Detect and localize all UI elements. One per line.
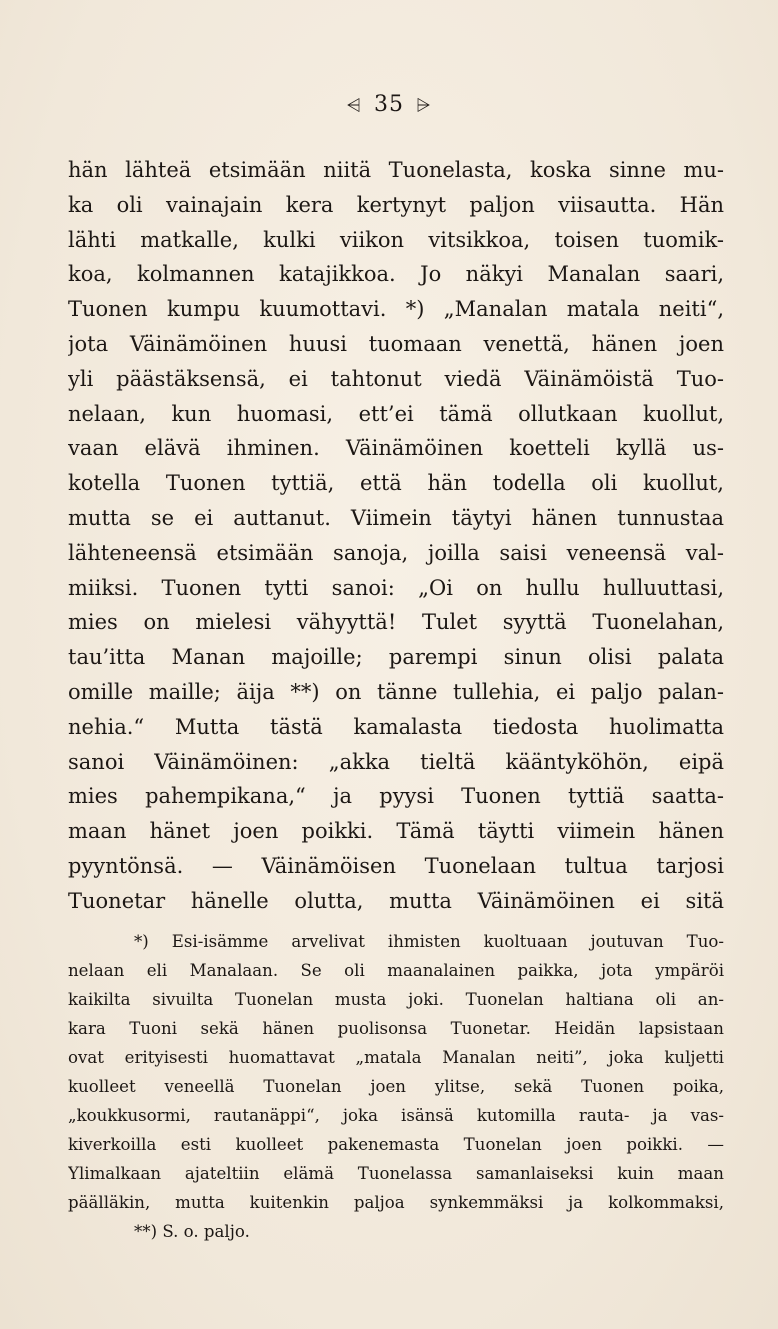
body-line: omille maille; äija **) on tänne tullehia, ei paljo palan- xyxy=(68,679,724,704)
footnote-line: kuolleet veneellä Tuonelan joen ylitse, sekä Tuonen poika, xyxy=(68,1077,724,1096)
footnote-line: ovat erityisesti huomattavat „matala Manalan neiti”, joka kuljetti xyxy=(68,1048,724,1067)
body-line: sanoi Väinämöinen: „akka tieltä kääntyköhön, eipä xyxy=(68,749,724,774)
footnote-line: Ylimalkaan ajateltiin elämä Tuonelassa samanlaiseksi kuin maan xyxy=(68,1164,724,1183)
footnotes xyxy=(68,927,724,1246)
ornament-left: ⩤ xyxy=(346,95,362,116)
footnote-line: *) Esi-isämme arvelivat ihmisten kuoltuaan joutuvan Tuo- xyxy=(134,932,724,951)
body-line: lähteneensä etsimään sanoja, joilla saisi veneensä val- xyxy=(68,540,724,565)
body-line: Tuonen kumpu kuumottavi. *) „Manalan matala neiti“, xyxy=(68,297,724,322)
footnote-line: päälläkin, mutta kuitenkin paljoa synkemmäksi ja kolkommaksi, xyxy=(68,1193,724,1212)
body-line: tau’itta Manan majoille; parempi sinun olisi palata xyxy=(68,645,724,670)
body-line: mies on mielesi vähyyttä! Tulet syyttä Tuonelahan, xyxy=(68,610,724,635)
body-line: miiksi. Tuonen tytti sanoi: „Oi on hullu hulluuttasi, xyxy=(68,575,724,600)
footnote-line: nelaan eli Manalaan. Se oli maanalainen paikka, jota ympäröi xyxy=(68,961,724,980)
footnote-line: „koukkusormi, rautanäppi“, joka isänsä kutomilla rauta- ja vas- xyxy=(68,1106,724,1125)
body-line: mutta se ei auttanut. Viimein täytyi hänen tunnustaa xyxy=(68,505,724,530)
body-line: maan hänet joen poikki. Tämä täytti viimein hänen xyxy=(68,819,724,844)
body-line: kotella Tuonen tyttiä, että hän todella oli kuollut, xyxy=(68,471,724,496)
body-line: mies pahempikana,“ ja pyysi Tuonen tyttiä saatta- xyxy=(68,784,724,809)
body-text xyxy=(68,153,724,919)
footnote-line: kiverkoilla esti kuolleet pakenemasta Tuonelan joen poikki. — xyxy=(68,1135,724,1154)
body-line: Tuonetar hänelle olutta, mutta Väinämöinen ei sitä xyxy=(68,888,724,913)
body-line: jota Väinämöinen huusi tuomaan venettä, hänen joen xyxy=(68,331,724,356)
ornament-right: ⩥ xyxy=(416,95,432,116)
footnote-line: kaikilta sivuilta Tuonelan musta joki. Tuonelan haltiana oli an- xyxy=(68,990,724,1009)
footnote-line: **) S. o. paljo. xyxy=(134,1222,250,1241)
body-line: yli päästäksensä, ei tahtonut viedä Väinämöistä Tuo- xyxy=(68,366,724,391)
body-line: lähti matkalle, kulki viikon vitsikkoa, toisen tuomik- xyxy=(68,227,724,252)
body-line: hän lähteä etsimään niitä Tuonelasta, koska sinne mu- xyxy=(68,158,724,182)
body-line: ka oli vainajain kera kertynyt paljon viisautta. Hän xyxy=(68,192,724,217)
footnote-line: kara Tuoni sekä hänen puolisonsa Tuonetar. Heidän lapsistaan xyxy=(68,1019,724,1038)
page-number-header xyxy=(0,92,778,117)
body-line: vaan elävä ihminen. Väinämöinen koetteli kyllä us- xyxy=(68,436,724,461)
body-line: pyyntönsä. — Väinämöisen Tuonelaan tultua tarjosi xyxy=(68,853,724,878)
body-line: nelaan, kun huomasi, ett’ei tämä ollutkaan kuollut, xyxy=(68,401,724,426)
body-line: koa, kolmannen katajikkoa. Jo näkyi Manalan saari, xyxy=(68,262,724,287)
page-number: 35 xyxy=(374,92,404,117)
body-line: nehia.“ Mutta tästä kamalasta tiedosta huolimatta xyxy=(68,714,724,739)
